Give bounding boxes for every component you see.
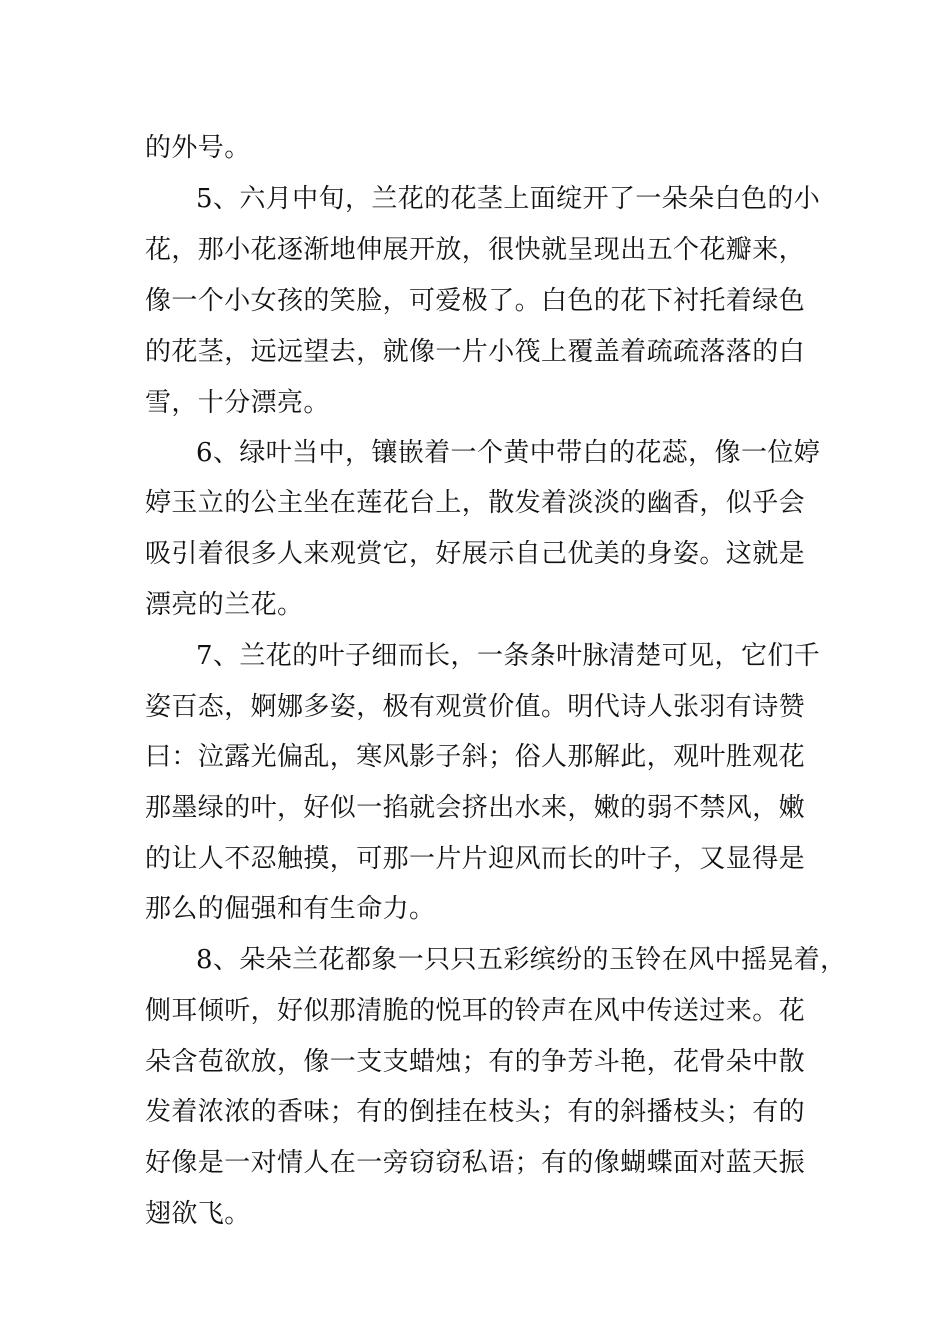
text-line: 像一个小女孩的笑脸，可爱极了。白色的花下衬托着绿色 xyxy=(145,286,806,316)
text-line: 的花茎，远远望去，就像一片小筏上覆盖着疏疏落落的白 xyxy=(145,337,806,367)
text-line: 雪，十分漂亮。 xyxy=(145,388,330,418)
text-line: 吸引着很多人来观赏它，好展示自己优美的身姿。这就是 xyxy=(145,539,806,569)
text-line: 漂亮的兰花。 xyxy=(145,590,304,620)
text-line: 侧耳倾听，好似那清脆的悦耳的铃声在风中传送过来。花 xyxy=(145,996,806,1026)
text-line: 发着浓浓的香味；有的倒挂在枝头；有的斜播枝头；有的 xyxy=(145,1097,806,1127)
text-line: 翅欲飞。 xyxy=(145,1199,251,1229)
text-line: 婷玉立的公主坐在莲花台上，散发着淡淡的幽香，似乎会 xyxy=(145,488,806,518)
paragraph-5-first-line: 5、六月中旬，兰花的花茎上面绽开了一朵朵白色的小 xyxy=(196,184,821,214)
text-line: 那么的倔强和有生命力。 xyxy=(145,894,436,924)
paragraph-8-first-line: 8、朵朵兰花都象一只只五彩缤纷的玉铃在风中摇晃着， xyxy=(196,945,847,975)
text-line: 曰：泣露光偏乱，寒风影子斜；俗人那解此，观叶胜观花 xyxy=(145,742,806,772)
text-line: 好像是一对情人在一旁窃窃私语；有的像蝴蝶面对蓝天振 xyxy=(145,1148,806,1178)
text-line: 的外号。 xyxy=(145,133,251,163)
text-line: 的让人不忍触摸，可那一片片迎风而长的叶子，又显得是 xyxy=(145,844,806,874)
text-line: 那墨绿的叶，好似一掐就会挤出水来，嫩的弱不禁风，嫩 xyxy=(145,793,806,823)
text-line: 朵含苞欲放，像一支支蜡烛；有的争芳斗艳，花骨朵中散 xyxy=(145,1047,806,1077)
text-line: 花，那小花逐渐地伸展开放，很快就呈现出五个花瓣来， xyxy=(145,235,806,265)
paragraph-7-first-line: 7、兰花的叶子细而长，一条条叶脉清楚可见，它们千 xyxy=(196,641,821,671)
paragraph-6-first-line: 6、绿叶当中，镶嵌着一个黄中带白的花蕊，像一位婷 xyxy=(196,438,821,468)
text-line: 姿百态，婀娜多姿，极有观赏价值。明代诗人张羽有诗赞 xyxy=(145,692,806,722)
